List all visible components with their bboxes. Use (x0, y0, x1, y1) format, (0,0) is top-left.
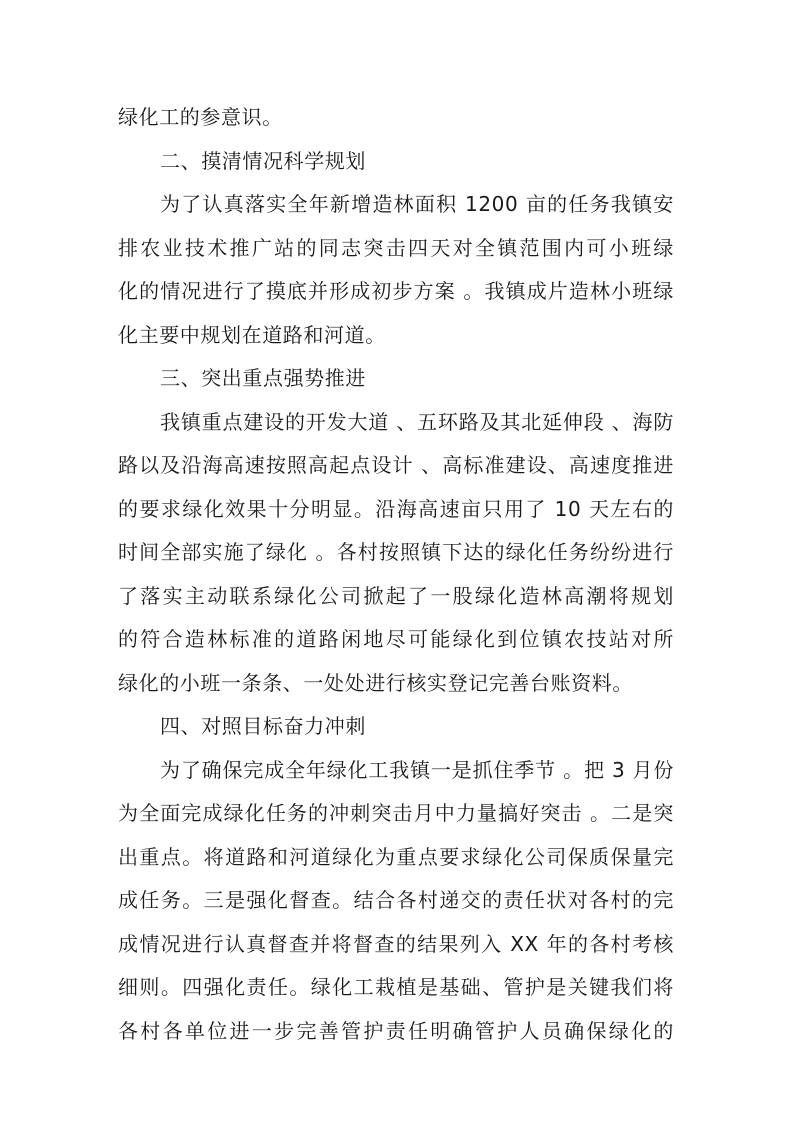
body-line-5: 化的情况进行了摸底并形成初步方案 。我镇成片造林小班绿 (118, 279, 674, 303)
body-line-4: 排农业技术推广站的同志突击四天对全镇范围内可小班绿 (118, 236, 674, 260)
body-line-11: 时间全部实施了绿化 。各村按照镇下达的绿化任务纷纷进行 (118, 540, 674, 564)
body-line-22: 各村各单位进一步完善管护责任明确管护人员确保绿化的 (118, 1019, 674, 1043)
body-line-1: 绿化工的参意识。 (118, 105, 283, 129)
body-line-16: 为了确保完成全年绿化工我镇一是抓住季节 。把 3 月份 (160, 758, 674, 782)
body-line-13: 的符合造林标准的道路闲地尽可能绿化到位镇农技站对所 (118, 627, 674, 651)
body-line-14: 绿化的小班一条条、一处处进行核实登记完善台账资料。 (118, 671, 633, 695)
body-line-10: 的要求绿化效果十分明显。沿海高速亩只用了 10 天左右的 (118, 497, 674, 521)
body-line-9: 路以及沿海高速按照高起点设计 、高标准建设、高速度推进 (118, 453, 674, 477)
section-heading-3: 三、突出重点强势推进 (160, 366, 366, 390)
body-line-12: 了落实主动联系绿化公司掀起了一股绿化造林高潮将规划 (118, 584, 674, 608)
body-line-3: 为了认真落实全年新增造林面积 1200 亩的任务我镇安 (160, 192, 674, 216)
body-line-20: 成情况进行认真督查并将督查的结果列入 XX 年的各村考核 (118, 932, 674, 956)
body-line-19: 成任务。三是强化督查。结合各村递交的责任状对各村的完 (118, 888, 674, 912)
section-heading-2: 二、摸清情况科学规划 (160, 149, 366, 173)
body-line-8: 我镇重点建设的开发大道 、五环路及其北延伸段 、海防 (160, 410, 674, 434)
body-line-17: 为全面完成绿化任务的冲刺突击月中力量搞好突击 。二是突 (118, 801, 674, 825)
section-heading-4: 四、对照目标奋力冲刺 (160, 714, 366, 738)
body-line-6: 化主要中规划在道路和河道。 (118, 323, 386, 347)
body-line-18: 出重点。将道路和河道绿化为重点要求绿化公司保质保量完 (118, 845, 674, 869)
body-line-21: 细则。四强化责任。绿化工栽植是基础、管护是关键我们将 (118, 975, 674, 999)
